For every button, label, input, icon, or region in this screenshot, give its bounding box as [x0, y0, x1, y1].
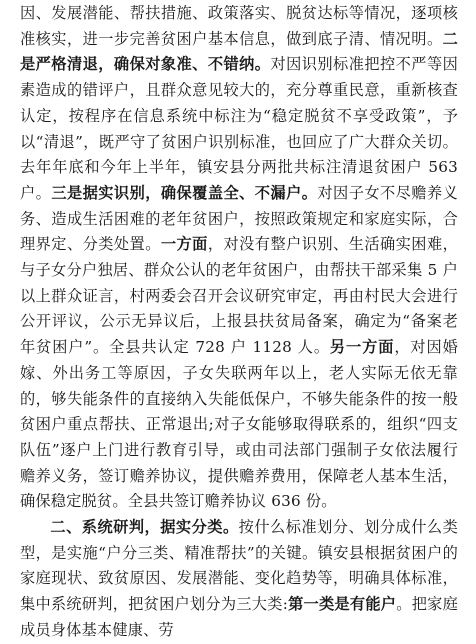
- bold-heading-run: 三是据实识别，确保覆盖全、不漏户。: [51, 183, 318, 202]
- text-run: 对因识别标准把控不严等因素造成的错评户，且群众意见较大的，充分尊重民意，重新核查认定，按程序在信息系统中标注为“稳定脱贫不享受政策”，予以“清退”，既严守了贫困户识别标准，也回应了广大群众关切。去年年底和今年上半年，镇安县分两批共标注清退贫困户 563 户。: [20, 55, 458, 202]
- section-heading: 二、系统研判，据实分类。: [50, 518, 239, 537]
- text-run: ，对因婚嫁、外出务工等原因，子女失联两年以上，老人实际无依无靠的，够失能条件的直接纳入失能低保户，不够失能条件的按一般贫困户重点帮扶、正常退出;对子女能够取得联系的，组织“四支队伍”逐户上门进行教育引导，或由司法部门强制子女依法履行赡养义务，签订赡养协议，提供赡养费用，保障老人基本生活，确保稳定脱贫。全县共签订赡养协议 636 份。: [20, 338, 458, 511]
- text-run: 因、发展潜能、帮扶措施、政策落实、脱贫达标等情况，逐项核准核实，进一步完善贫困户基本信息，做到底子清、情况明。: [20, 4, 458, 48]
- text-run: 。把家庭成员身体基本健康、劳: [20, 595, 458, 639]
- text-run: 对因子女不尽赡养义务、造成生活困难的老年贫困户，按照政策规定和家庭实际，合理界定、分类处置。: [20, 183, 458, 254]
- bold-heading-run: 另一方面: [329, 338, 395, 357]
- text-run: 按什么标准划分、划分成什么类型，是实施“户分三类、精准帮扶”的关键。镇安县根据贫困户的家庭现状、致贫原因、发展潜能、变化趋势等，明确具体标准，集中系统研判，把贫困户划分为三大类:: [20, 518, 458, 614]
- bold-heading-run: 一方面: [160, 235, 208, 254]
- bold-heading-run: 第一类是有能户: [288, 595, 397, 614]
- paragraph-identification: [20, 1, 458, 515]
- paragraph-section-two: [20, 515, 458, 644]
- bold-heading-run: 二是严格清退，确保对象准、不错纳。: [20, 29, 458, 74]
- text-run: ，对没有整户识别、生活确实困难，与子女分户独居、群众公认的老年贫困户，由帮扶干部采集 5 户以上群众证言，村两委会召开会议研究审定，再由村民大会进行公开评议，公示无异议后，上报县扶贫局备案，确定为“备案老年贫困户”。全县共认定 728 户 1128 人。: [20, 235, 459, 357]
